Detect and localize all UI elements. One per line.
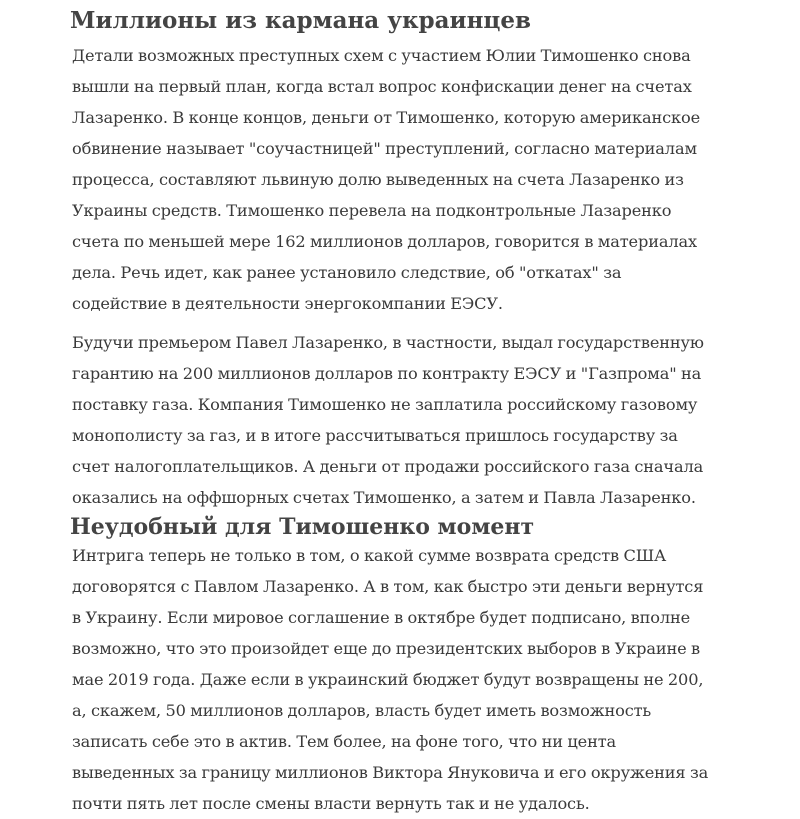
text-line: оказались на оффшорных счетах Тимошенко, а затем и Павла Лазаренко. (72, 488, 696, 507)
text-line: дела. Речь идет, как ранее установило следствие, об "откатах" за (72, 263, 622, 282)
text-line: содействие в деятельности энергокомпании ЕЭСУ. (72, 294, 503, 313)
text-line: возможно, что это произойдет еще до президентских выборов в Украине в (72, 639, 701, 658)
paragraph-guarantee (72, 327, 732, 513)
paragraph-schemes (72, 40, 732, 319)
text-line: гарантию на 200 миллионов долларов по контракту ЕЭСУ и "Газпрома" на (72, 364, 702, 383)
text-line: монополисту за газ, и в итоге рассчитываться пришлось государству за (72, 426, 678, 445)
text-line: выведенных за границу миллионов Виктора Януковича и его окружения за (72, 763, 709, 782)
section-heading-millions: Миллионы из кармана украинцев (70, 7, 532, 34)
text-line: Будучи премьером Павел Лазаренко, в частности, выдал государственную (72, 333, 704, 352)
text-line: счета по меньшей мере 162 миллионов долларов, говорится в материалах (72, 232, 697, 251)
text-line: Лазаренко. В конце концов, деньги от Тимошенко, которую американское (72, 108, 700, 127)
text-line: Детали возможных преступных схем с участием Юлии Тимошенко снова (72, 46, 691, 65)
article-body (72, 6, 732, 819)
text-line: договорятся с Павлом Лазаренко. А в том, как быстро эти деньги вернутся (72, 577, 704, 596)
text-line: а, скажем, 50 миллионов долларов, власть будет иметь возможность (72, 701, 652, 720)
text-line: в Украину. Если мировое соглашение в октябре будет подписано, вполне (72, 608, 691, 627)
text-line: почти пять лет после смены власти вернуть так и не удалось. (72, 794, 590, 813)
text-line: Интрига теперь не только в том, о какой сумме возврата средств США (72, 546, 667, 565)
text-line: мае 2019 года. Даже если в украинский бюджет будут возвращены не 200, (72, 670, 704, 689)
text-line: Украины средств. Тимошенко перевела на подконтрольные Лазаренко (72, 201, 672, 220)
text-line: записать себе это в актив. Тем более, на фоне того, что ни цента (72, 732, 617, 751)
text-line: поставку газа. Компания Тимошенко не заплатила российскому газовому (72, 395, 698, 414)
section-heading-inconvenient-moment: Неудобный для Тимошенко момент (70, 514, 535, 540)
text-line: счет налогоплательщиков. А деньги от продажи российского газа сначала (72, 457, 704, 476)
text-line: вышли на первый план, когда встал вопрос конфискации денег на счетах (72, 77, 692, 96)
text-line: процесса, составляют львиную долю выведенных на счета Лазаренко из (72, 170, 684, 189)
text-line: обвинение называет "соучастницей" преступлений, согласно материалам (72, 139, 697, 158)
paragraph-intrigue (72, 540, 732, 819)
